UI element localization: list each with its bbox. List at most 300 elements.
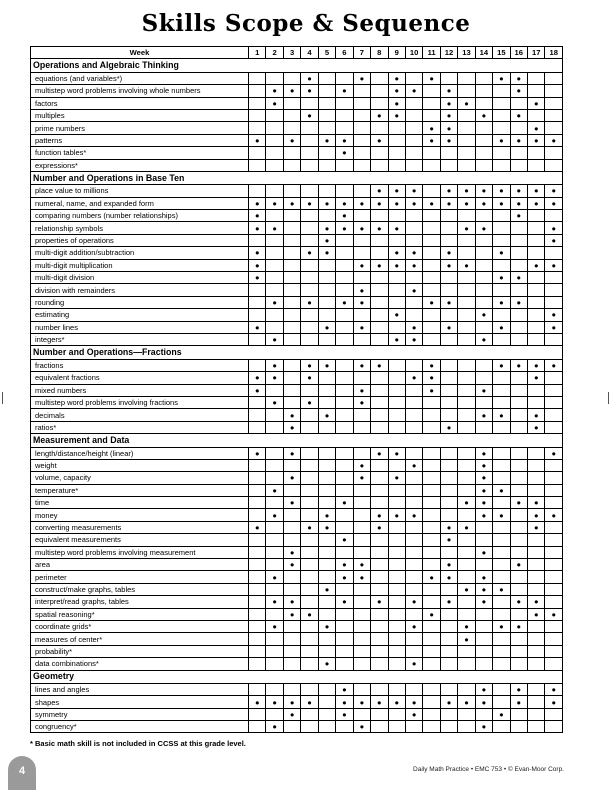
empty-cell xyxy=(353,421,370,433)
skill-row xyxy=(31,159,563,171)
skill-dot-week-13: ● xyxy=(458,497,475,509)
skill-name: decimals xyxy=(31,409,249,421)
empty-cell xyxy=(388,409,405,421)
skill-dot-week-6: ● xyxy=(336,683,353,695)
empty-cell xyxy=(475,608,492,620)
skill-dot-week-10: ● xyxy=(405,247,422,259)
empty-cell xyxy=(528,234,545,246)
empty-cell xyxy=(353,234,370,246)
empty-cell xyxy=(545,472,563,484)
empty-cell xyxy=(249,608,266,620)
empty-cell xyxy=(266,147,283,159)
skill-name: place value to millions xyxy=(31,185,249,197)
skill-name: estimating xyxy=(31,309,249,321)
empty-cell xyxy=(475,321,492,333)
empty-cell xyxy=(353,185,370,197)
skill-dot-week-10: ● xyxy=(405,259,422,271)
empty-cell xyxy=(301,234,318,246)
empty-cell xyxy=(528,534,545,546)
empty-cell xyxy=(493,658,510,670)
empty-cell xyxy=(318,72,335,84)
empty-cell xyxy=(510,372,527,384)
empty-cell xyxy=(266,421,283,433)
empty-cell xyxy=(301,658,318,670)
skill-row xyxy=(31,222,563,234)
empty-cell xyxy=(405,359,422,371)
skill-name: measures of center* xyxy=(31,633,249,645)
empty-cell xyxy=(318,472,335,484)
empty-cell xyxy=(371,122,388,134)
skill-dot-week-12: ● xyxy=(440,296,457,308)
skill-name: equivalent fractions xyxy=(31,372,249,384)
table-body xyxy=(31,59,563,733)
empty-cell xyxy=(371,210,388,222)
empty-cell xyxy=(388,596,405,608)
skill-row xyxy=(31,534,563,546)
empty-cell xyxy=(458,359,475,371)
empty-cell xyxy=(510,159,527,171)
skill-dot-week-13: ● xyxy=(458,222,475,234)
skill-dot-week-6: ● xyxy=(336,571,353,583)
skill-row xyxy=(31,109,563,121)
week-header-15: 15 xyxy=(493,47,510,59)
empty-cell xyxy=(405,546,422,558)
empty-cell xyxy=(405,147,422,159)
empty-cell xyxy=(336,521,353,533)
empty-cell xyxy=(336,645,353,657)
skill-dot-week-10: ● xyxy=(405,333,422,345)
empty-cell xyxy=(423,521,440,533)
empty-cell xyxy=(388,159,405,171)
empty-cell xyxy=(423,284,440,296)
empty-cell xyxy=(440,359,457,371)
empty-cell xyxy=(249,484,266,496)
empty-cell xyxy=(423,472,440,484)
skill-dot-week-12: ● xyxy=(440,134,457,146)
empty-cell xyxy=(405,134,422,146)
empty-cell xyxy=(440,546,457,558)
empty-cell xyxy=(440,721,457,733)
empty-cell xyxy=(249,633,266,645)
skill-dot-week-18: ● xyxy=(545,134,563,146)
empty-cell xyxy=(301,122,318,134)
empty-cell xyxy=(440,384,457,396)
skill-row xyxy=(31,384,563,396)
empty-cell xyxy=(353,708,370,720)
page-number: 4 xyxy=(18,765,26,777)
empty-cell xyxy=(249,721,266,733)
skill-dot-week-10: ● xyxy=(405,185,422,197)
skill-row xyxy=(31,72,563,84)
empty-cell xyxy=(405,571,422,583)
empty-cell xyxy=(283,645,300,657)
empty-cell xyxy=(493,122,510,134)
empty-cell xyxy=(301,708,318,720)
skill-dot-week-1: ● xyxy=(249,521,266,533)
empty-cell xyxy=(423,546,440,558)
empty-cell xyxy=(336,472,353,484)
empty-cell xyxy=(371,159,388,171)
empty-cell xyxy=(423,85,440,97)
skill-dot-week-8: ● xyxy=(371,259,388,271)
empty-cell xyxy=(458,234,475,246)
empty-cell xyxy=(283,571,300,583)
skill-dot-week-6: ● xyxy=(336,596,353,608)
empty-cell xyxy=(336,721,353,733)
empty-cell xyxy=(249,296,266,308)
skill-dot-week-16: ● xyxy=(510,559,527,571)
skill-dot-week-4: ● xyxy=(301,696,318,708)
skill-dot-week-5: ● xyxy=(318,409,335,421)
empty-cell xyxy=(266,247,283,259)
empty-cell xyxy=(493,633,510,645)
empty-cell xyxy=(301,185,318,197)
empty-cell xyxy=(493,447,510,459)
skill-name: converting measurements xyxy=(31,521,249,533)
empty-cell xyxy=(336,633,353,645)
skill-dot-week-9: ● xyxy=(388,97,405,109)
week-header-18: 18 xyxy=(545,47,563,59)
skill-dot-week-4: ● xyxy=(301,608,318,620)
skill-name: weight xyxy=(31,459,249,471)
empty-cell xyxy=(388,122,405,134)
skill-row xyxy=(31,321,563,333)
skill-row xyxy=(31,509,563,521)
skill-dot-week-15: ● xyxy=(493,272,510,284)
empty-cell xyxy=(301,596,318,608)
skill-dot-week-17: ● xyxy=(528,359,545,371)
empty-cell xyxy=(266,708,283,720)
empty-cell xyxy=(440,222,457,234)
empty-cell xyxy=(493,571,510,583)
empty-cell xyxy=(371,147,388,159)
skill-dot-week-15: ● xyxy=(493,321,510,333)
section-title: Operations and Algebraic Thinking xyxy=(31,59,563,72)
empty-cell xyxy=(371,583,388,595)
skill-dot-week-11: ● xyxy=(423,372,440,384)
empty-cell xyxy=(249,658,266,670)
empty-cell xyxy=(493,459,510,471)
skill-dot-week-11: ● xyxy=(423,122,440,134)
empty-cell xyxy=(510,633,527,645)
skill-name: prime numbers xyxy=(31,122,249,134)
skill-dot-week-12: ● xyxy=(440,122,457,134)
empty-cell xyxy=(528,109,545,121)
skill-dot-week-11: ● xyxy=(423,72,440,84)
empty-cell xyxy=(440,658,457,670)
empty-cell xyxy=(388,546,405,558)
empty-cell xyxy=(318,421,335,433)
empty-cell xyxy=(545,421,563,433)
skill-dot-week-11: ● xyxy=(423,608,440,620)
empty-cell xyxy=(458,109,475,121)
skill-dot-week-17: ● xyxy=(528,497,545,509)
skill-name: volume, capacity xyxy=(31,472,249,484)
empty-cell xyxy=(510,708,527,720)
empty-cell xyxy=(510,658,527,670)
empty-cell xyxy=(301,559,318,571)
empty-cell xyxy=(528,459,545,471)
empty-cell xyxy=(458,708,475,720)
empty-cell xyxy=(388,708,405,720)
skill-name: interpret/read graphs, tables xyxy=(31,596,249,608)
empty-cell xyxy=(423,333,440,345)
skill-dot-week-12: ● xyxy=(440,696,457,708)
skill-dot-week-2: ● xyxy=(266,359,283,371)
skill-dot-week-3: ● xyxy=(283,197,300,209)
empty-cell xyxy=(510,509,527,521)
skill-dot-week-2: ● xyxy=(266,484,283,496)
empty-cell xyxy=(545,721,563,733)
skill-dot-week-12: ● xyxy=(440,421,457,433)
empty-cell xyxy=(475,359,492,371)
empty-cell xyxy=(405,222,422,234)
empty-cell xyxy=(475,147,492,159)
skill-dot-week-2: ● xyxy=(266,333,283,345)
skill-row xyxy=(31,447,563,459)
empty-cell xyxy=(301,447,318,459)
skill-dot-week-8: ● xyxy=(371,109,388,121)
skill-dot-week-16: ● xyxy=(510,185,527,197)
empty-cell xyxy=(423,409,440,421)
skill-dot-week-3: ● xyxy=(283,497,300,509)
empty-cell xyxy=(493,147,510,159)
empty-cell xyxy=(405,421,422,433)
empty-cell xyxy=(458,210,475,222)
empty-cell xyxy=(301,321,318,333)
empty-cell xyxy=(336,122,353,134)
skill-dot-week-17: ● xyxy=(528,259,545,271)
empty-cell xyxy=(371,97,388,109)
empty-cell xyxy=(458,645,475,657)
skill-row xyxy=(31,583,563,595)
margin-tick-right xyxy=(608,392,609,404)
empty-cell xyxy=(440,234,457,246)
skill-dot-week-8: ● xyxy=(371,222,388,234)
empty-cell xyxy=(371,372,388,384)
empty-cell xyxy=(405,608,422,620)
empty-cell xyxy=(353,608,370,620)
empty-cell xyxy=(528,645,545,657)
empty-cell xyxy=(545,645,563,657)
empty-cell xyxy=(545,396,563,408)
empty-cell xyxy=(283,122,300,134)
empty-cell xyxy=(423,247,440,259)
skill-row xyxy=(31,396,563,408)
skill-dot-week-5: ● xyxy=(318,521,335,533)
skill-name: congruency* xyxy=(31,721,249,733)
empty-cell xyxy=(545,284,563,296)
empty-cell xyxy=(458,309,475,321)
section-title: Number and Operations—Fractions xyxy=(31,346,563,359)
empty-cell xyxy=(528,559,545,571)
empty-cell xyxy=(423,509,440,521)
empty-cell xyxy=(440,409,457,421)
empty-cell xyxy=(493,384,510,396)
skill-dot-week-15: ● xyxy=(493,484,510,496)
empty-cell xyxy=(388,497,405,509)
empty-cell xyxy=(249,109,266,121)
skill-dot-week-10: ● xyxy=(405,596,422,608)
empty-cell xyxy=(458,372,475,384)
empty-cell xyxy=(283,620,300,632)
skill-dot-week-1: ● xyxy=(249,447,266,459)
empty-cell xyxy=(283,272,300,284)
empty-cell xyxy=(405,234,422,246)
empty-cell xyxy=(336,97,353,109)
skill-dot-week-5: ● xyxy=(318,583,335,595)
empty-cell xyxy=(458,284,475,296)
empty-cell xyxy=(475,372,492,384)
empty-cell xyxy=(545,658,563,670)
skill-dot-week-9: ● xyxy=(388,509,405,521)
empty-cell xyxy=(440,497,457,509)
week-header-10: 10 xyxy=(405,47,422,59)
skill-name: fractions xyxy=(31,359,249,371)
skill-dot-week-14: ● xyxy=(475,309,492,321)
empty-cell xyxy=(371,284,388,296)
skill-dot-week-4: ● xyxy=(301,85,318,97)
empty-cell xyxy=(371,234,388,246)
empty-cell xyxy=(318,447,335,459)
empty-cell xyxy=(528,571,545,583)
empty-cell xyxy=(318,333,335,345)
empty-cell xyxy=(318,272,335,284)
skill-dot-week-14: ● xyxy=(475,333,492,345)
skill-dot-week-13: ● xyxy=(458,97,475,109)
empty-cell xyxy=(371,645,388,657)
skill-row xyxy=(31,683,563,695)
empty-cell xyxy=(440,396,457,408)
skill-dot-week-14: ● xyxy=(475,472,492,484)
empty-cell xyxy=(493,222,510,234)
empty-cell xyxy=(266,683,283,695)
skill-row xyxy=(31,122,563,134)
skill-dot-week-18: ● xyxy=(545,683,563,695)
empty-cell xyxy=(353,147,370,159)
skill-name: symmetry xyxy=(31,708,249,720)
empty-cell xyxy=(336,259,353,271)
empty-cell xyxy=(336,309,353,321)
skill-name: money xyxy=(31,509,249,521)
empty-cell xyxy=(318,571,335,583)
empty-cell xyxy=(353,309,370,321)
empty-cell xyxy=(336,583,353,595)
empty-cell xyxy=(440,159,457,171)
skill-dot-week-9: ● xyxy=(388,472,405,484)
empty-cell xyxy=(458,559,475,571)
week-header-8: 8 xyxy=(371,47,388,59)
empty-cell xyxy=(249,97,266,109)
empty-cell xyxy=(301,134,318,146)
empty-cell xyxy=(423,222,440,234)
empty-cell xyxy=(545,97,563,109)
empty-cell xyxy=(336,185,353,197)
empty-cell xyxy=(510,309,527,321)
empty-cell xyxy=(353,447,370,459)
skill-dot-week-6: ● xyxy=(336,497,353,509)
week-header-7: 7 xyxy=(353,47,370,59)
skill-dot-week-2: ● xyxy=(266,696,283,708)
empty-cell xyxy=(475,85,492,97)
skill-dot-week-9: ● xyxy=(388,197,405,209)
skill-dot-week-16: ● xyxy=(510,596,527,608)
empty-cell xyxy=(266,284,283,296)
skill-row xyxy=(31,85,563,97)
empty-cell xyxy=(388,272,405,284)
skill-dot-week-7: ● xyxy=(353,72,370,84)
skill-dot-week-4: ● xyxy=(301,521,318,533)
skill-dot-week-12: ● xyxy=(440,259,457,271)
skill-dot-week-9: ● xyxy=(388,309,405,321)
empty-cell xyxy=(458,396,475,408)
empty-cell xyxy=(475,521,492,533)
empty-cell xyxy=(283,583,300,595)
empty-cell xyxy=(301,571,318,583)
empty-cell xyxy=(493,472,510,484)
empty-cell xyxy=(371,333,388,345)
empty-cell xyxy=(249,421,266,433)
empty-cell xyxy=(440,272,457,284)
empty-cell xyxy=(510,447,527,459)
skill-dot-week-8: ● xyxy=(371,359,388,371)
empty-cell xyxy=(371,321,388,333)
empty-cell xyxy=(336,284,353,296)
week-header-1: 1 xyxy=(249,47,266,59)
skill-dot-week-12: ● xyxy=(440,85,457,97)
empty-cell xyxy=(423,159,440,171)
empty-cell xyxy=(301,459,318,471)
skill-dot-week-3: ● xyxy=(283,708,300,720)
margin-tick-left xyxy=(2,392,3,404)
empty-cell xyxy=(493,521,510,533)
empty-cell xyxy=(336,159,353,171)
skill-dot-week-3: ● xyxy=(283,608,300,620)
skill-dot-week-15: ● xyxy=(493,583,510,595)
empty-cell xyxy=(336,459,353,471)
skill-dot-week-16: ● xyxy=(510,696,527,708)
empty-cell xyxy=(266,210,283,222)
section-title: Geometry xyxy=(31,670,563,683)
empty-cell xyxy=(249,472,266,484)
empty-cell xyxy=(353,272,370,284)
empty-cell xyxy=(423,459,440,471)
empty-cell xyxy=(371,571,388,583)
skill-dot-week-7: ● xyxy=(353,472,370,484)
empty-cell xyxy=(318,296,335,308)
empty-cell xyxy=(458,571,475,583)
skill-name: multi-digit division xyxy=(31,272,249,284)
empty-cell xyxy=(318,259,335,271)
empty-cell xyxy=(423,658,440,670)
empty-cell xyxy=(249,683,266,695)
skill-dot-week-5: ● xyxy=(318,658,335,670)
empty-cell xyxy=(249,85,266,97)
empty-cell xyxy=(458,447,475,459)
empty-cell xyxy=(371,721,388,733)
skill-dot-week-7: ● xyxy=(353,384,370,396)
empty-cell xyxy=(388,721,405,733)
empty-cell xyxy=(318,696,335,708)
empty-cell xyxy=(266,234,283,246)
empty-cell xyxy=(336,484,353,496)
empty-cell xyxy=(371,683,388,695)
empty-cell xyxy=(388,421,405,433)
skill-row xyxy=(31,247,563,259)
empty-cell xyxy=(493,645,510,657)
skill-dot-week-17: ● xyxy=(528,409,545,421)
skill-name: comparing numbers (number relationships) xyxy=(31,210,249,222)
